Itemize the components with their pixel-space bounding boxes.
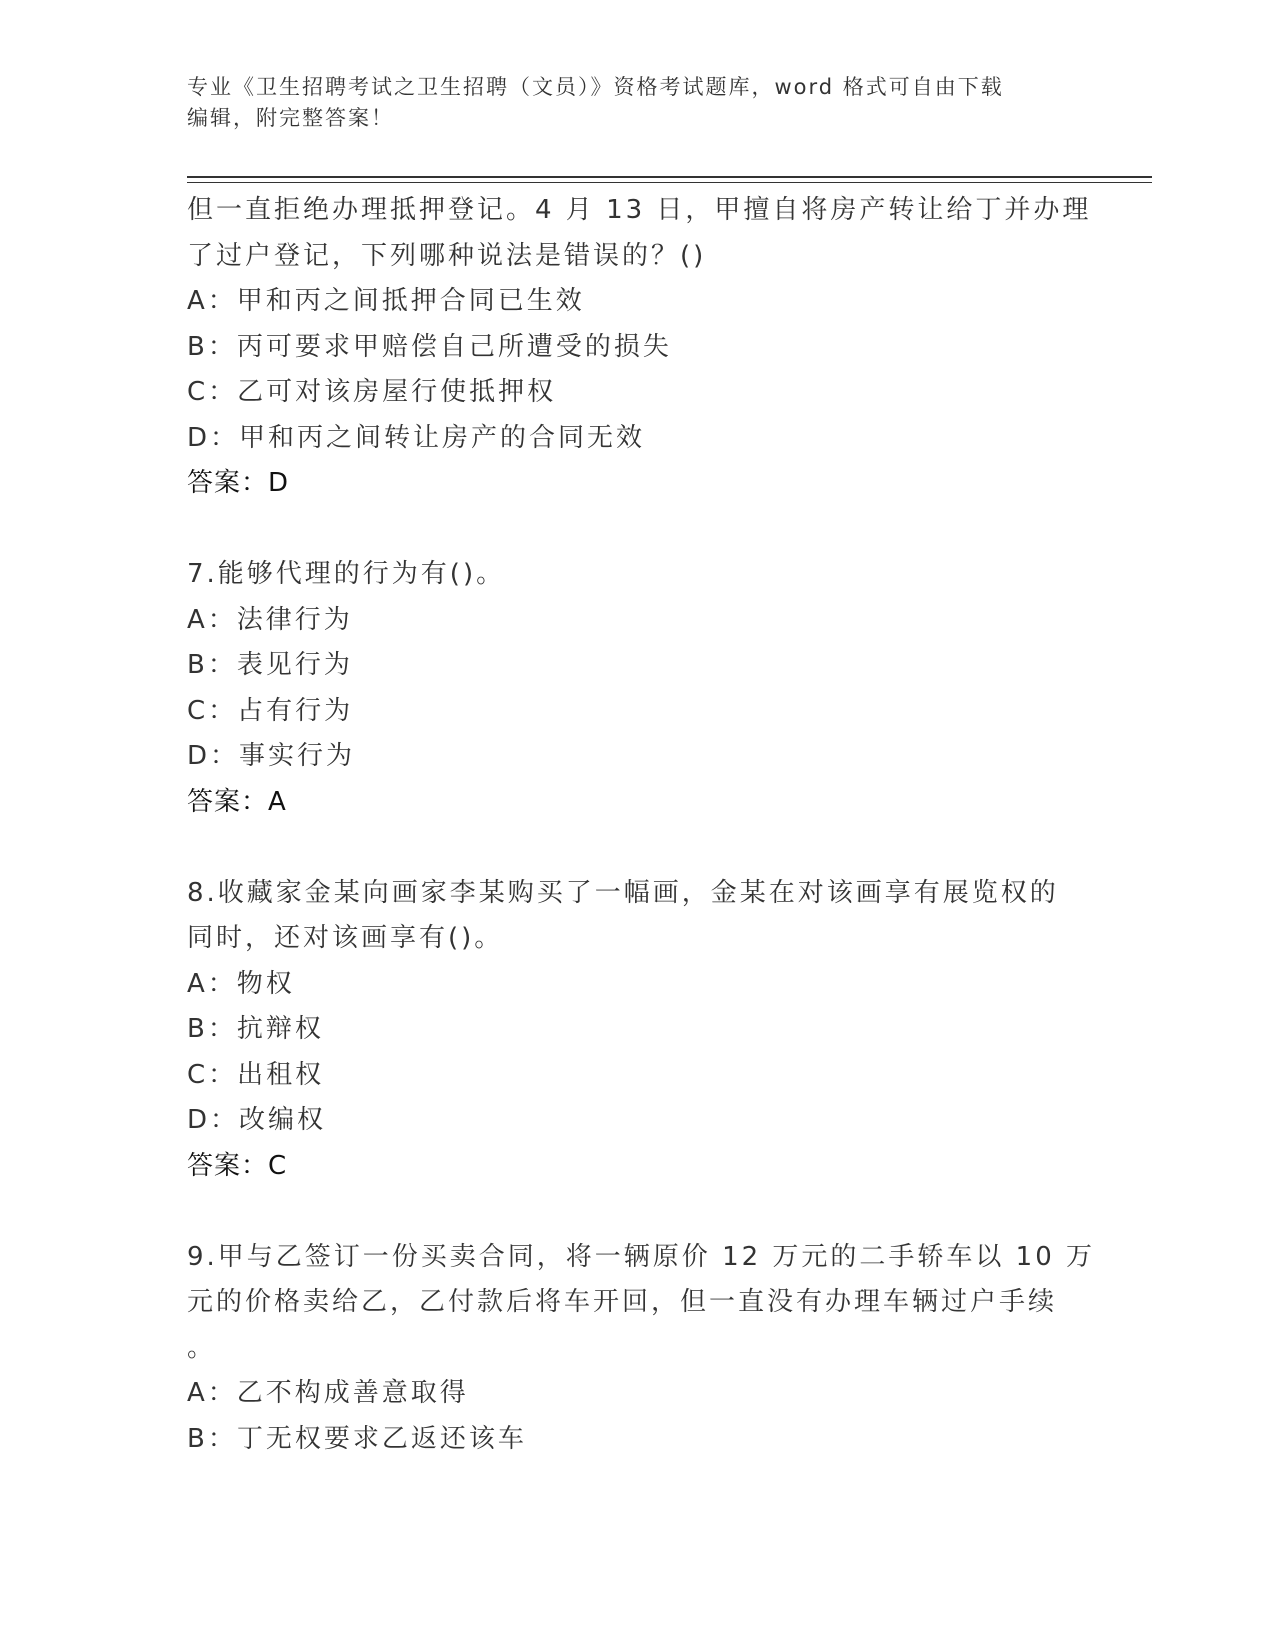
option-b: B：表见行为 [187, 650, 353, 680]
spacer [187, 507, 1067, 553]
answer-line: 答案：C [187, 1150, 288, 1181]
question-6 [187, 188, 1092, 507]
question-stem-line: 9.甲与乙签订一份买卖合同，将一辆原价 12 万元的二手轿车以 10 万 [187, 1241, 1096, 1272]
option-d: D：甲和丙之间转让房产的合同无效 [187, 422, 646, 453]
option-a: A：甲和丙之间抵押合同已生效 [187, 286, 585, 316]
answer-line: 答案：A [187, 786, 287, 817]
question-stem-line: 了过户登记，下列哪种说法是错误的？() [187, 240, 707, 271]
spacer [187, 1189, 1067, 1235]
option-b: B：丙可要求甲赔偿自己所遭受的损失 [187, 331, 672, 362]
option-b: B：抗辩权 [187, 1014, 324, 1044]
header-divider-thick [187, 176, 1152, 178]
question-stem-line: 同时，还对该画享有()。 [187, 923, 504, 953]
document-body [187, 188, 1096, 1462]
question-stem-line: 7.能够代理的行为有()。 [187, 559, 506, 589]
option-b: B：丁无权要求乙返还该车 [187, 1423, 527, 1454]
option-c: C：出租权 [187, 1059, 325, 1090]
question-stem-line: 8.收藏家金某向画家李某购买了一幅画，金某在对该画享有展览权的 [187, 877, 1059, 908]
option-d: D：事实行为 [187, 741, 356, 771]
option-d: D：改编权 [187, 1105, 327, 1135]
answer-line: 答案：D [187, 468, 290, 498]
header-line-2: 编辑，附完整答案！ [187, 106, 394, 130]
header-line-1: 专业《卫生招聘考试之卫生招聘（文员）》资格考试题库，word 格式可自由下载 [187, 75, 1004, 99]
option-c: C：乙可对该房屋行使抵押权 [187, 377, 557, 407]
question-stem-line: 元的价格卖给乙，乙付款后将车开回，但一直没有办理车辆过户手续 [187, 1287, 1058, 1317]
question-stem-line: 。 [187, 1332, 217, 1363]
option-a: A：物权 [187, 968, 295, 999]
question-7 [187, 552, 1067, 825]
question-8 [187, 871, 1067, 1190]
spacer [187, 825, 1067, 871]
question-9 [187, 1235, 1096, 1463]
option-c: C：占有行为 [187, 695, 354, 726]
document-header [187, 72, 1067, 134]
header-divider-thin [187, 182, 1152, 183]
option-a: A：法律行为 [187, 604, 353, 635]
question-stem-line: 但一直拒绝办理抵押登记。4 月 13 日，甲擅自将房产转让给丁并办理 [187, 195, 1092, 225]
option-a: A：乙不构成善意取得 [187, 1378, 469, 1408]
